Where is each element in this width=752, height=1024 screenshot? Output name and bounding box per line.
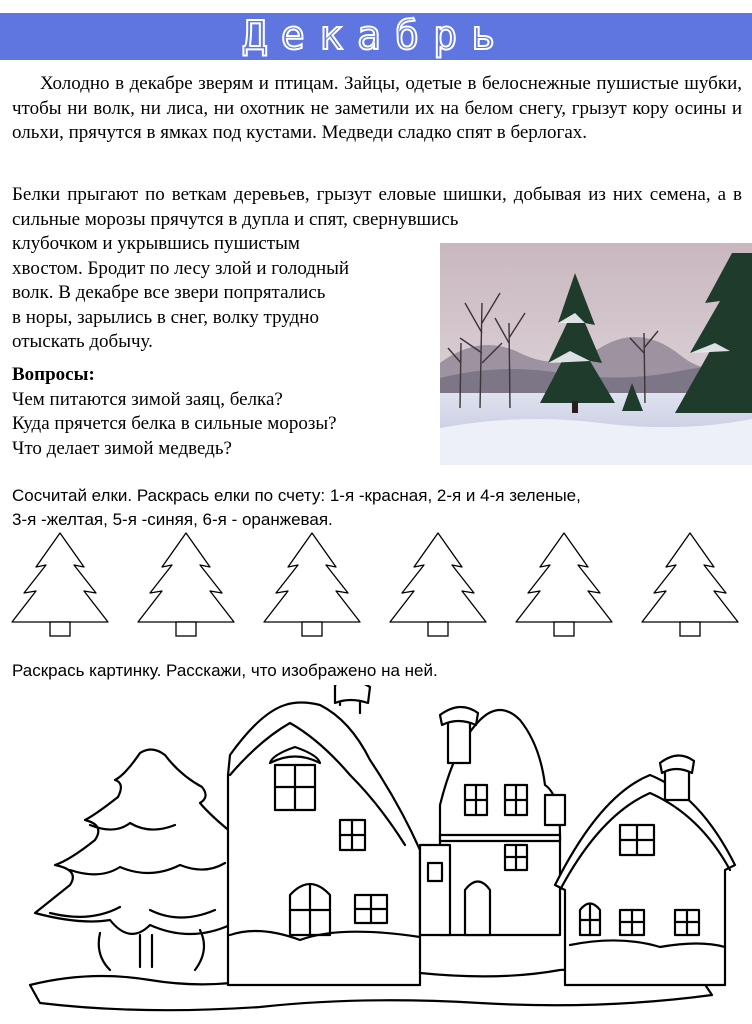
question-item: Куда прячется белка в сильные морозы? (12, 413, 337, 435)
winter-forest-photo (440, 243, 752, 465)
paragraph-3-line: волк. В декабре все звери попрятались (12, 282, 326, 304)
paragraph-1-text: Холодно в декабре зверям и птицам. Зайцы, одетые в белоснежные пушистые шубки, чтобы ни волк, ни лиса, ни охотник не заметили их на белом снегу, грызут кору осины и ольхи, прячутся в ямках под кустами. Медведи сладко спят в берлогах. (12, 73, 742, 144)
page-title: Декабрь (242, 13, 510, 59)
house-drawing (228, 685, 420, 985)
winter-village-coloring-picture[interactable] (0, 685, 752, 1024)
paragraph-3-line: отыскать добычу. (12, 331, 153, 353)
question-item: Что делает зимой медведь? (12, 437, 232, 459)
title-bar (0, 13, 752, 60)
task-count-trees-line: Сосчитай елки. Раскрась елки по счету: 1-я -красная, 2-я и 4-я зеленые, (12, 486, 581, 505)
fir-tree-icon[interactable] (138, 533, 234, 636)
paragraph-3 (12, 232, 432, 355)
paragraph-3-line: хвостом. Бродит по лесу злой и голодный (12, 257, 350, 279)
fir-tree-icon[interactable] (12, 533, 108, 636)
questions-heading: Вопросы: (12, 364, 95, 385)
right-house-drawing (555, 755, 735, 985)
fir-tree-icon[interactable] (264, 533, 360, 636)
fir-tree-icon[interactable] (390, 533, 486, 636)
paragraph-3-line: клубочком и укрывшись пушистым (12, 233, 300, 254)
trees-to-color (0, 527, 752, 647)
paragraph-2: Белки прыгают по веткам деревьев, грызут еловые шишки, добывая из них семена, а в сильные морозы прячутся в дупла и спят, свернувшись (12, 184, 742, 230)
tall-house-drawing (420, 707, 565, 935)
paragraph-3-line: в норы, зарылись в снег, волку трудно (12, 306, 319, 328)
paragraph-1 (12, 72, 742, 146)
task-count-trees (12, 484, 742, 532)
task-color-picture: Раскрась картинку. Расскажи, что изображено на ней. (12, 661, 438, 680)
question-item: Чем питаются зимой заяц, белка? (12, 388, 283, 410)
task-count-trees-line: 3-я -желтая, 5-я -синяя, 6-я - оранжевая. (12, 510, 333, 529)
fir-tree-icon[interactable] (516, 533, 612, 636)
fir-tree-icon[interactable] (642, 533, 738, 636)
questions-block (12, 363, 432, 461)
